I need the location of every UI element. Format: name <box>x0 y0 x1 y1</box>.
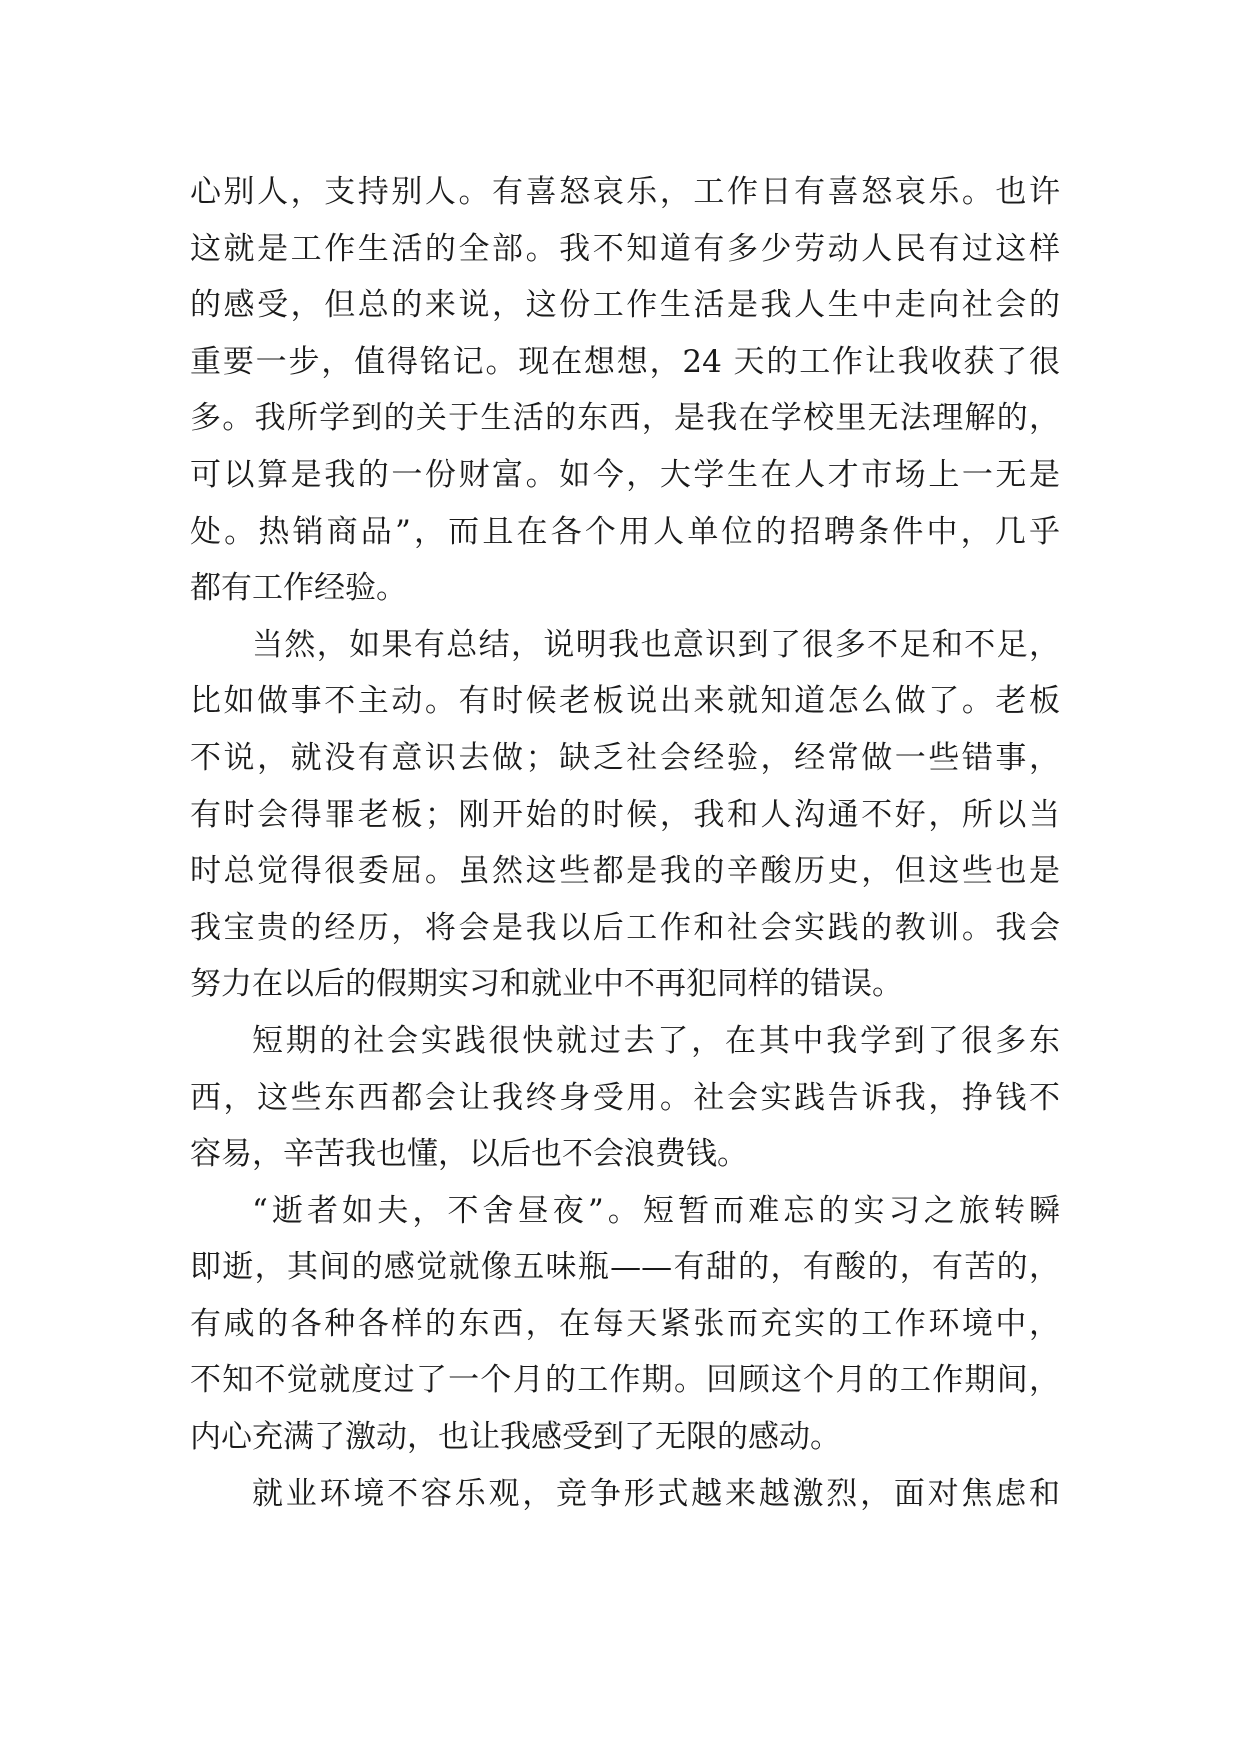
text-line: 时总觉得很委屈。虽然这些都是我的辛酸历史，但这些也是 <box>190 853 1060 890</box>
text-line: 不知不觉就度过了一个月的工作期。回顾这个月的工作期间， <box>190 1362 1060 1399</box>
text-line: 内心充满了激动，也让我感受到了无限的感动。 <box>190 1419 841 1456</box>
text-line: 比如做事不主动。有时候老板说出来就知道怎么做了。老板 <box>190 683 1060 720</box>
text-line: “逝者如夫，不舍昼夜”。短暂而难忘的实习之旅转瞬 <box>252 1192 1060 1229</box>
text-line: 西，这些东西都会让我终身受用。社会实践告诉我，挣钱不 <box>190 1079 1060 1116</box>
text-line: 多。我所学到的关于生活的东西，是我在学校里无法理解的， <box>190 400 1060 437</box>
text-line: 这就是工作生活的全部。我不知道有多少劳动人民有过这样 <box>190 230 1060 267</box>
text-line: 我宝贵的经历，将会是我以后工作和社会实践的教训。我会 <box>190 909 1060 946</box>
body-text <box>190 164 1060 1522</box>
text-line: 心别人，支持别人。有喜怒哀乐，工作日有喜怒哀乐。也许 <box>190 174 1060 210</box>
text-line: 的感受，但总的来说，这份工作生活是我人生中走向社会的 <box>190 287 1060 324</box>
text-line: 都有工作经验。 <box>190 570 407 607</box>
text-line: 即逝，其间的感觉就像五味瓶——有甜的，有酸的，有苦的， <box>190 1249 1060 1286</box>
text-line: 有咸的各种各样的东西，在每天紧张而充实的工作环境中， <box>190 1305 1060 1342</box>
text-line: 不说，就没有意识去做；缺乏社会经验，经常做一些错事， <box>190 739 1060 776</box>
text-line: 就业环境不容乐观，竞争形式越来越激烈，面对焦虑和 <box>252 1475 1060 1512</box>
text-line: 短期的社会实践很快就过去了，在其中我学到了很多东 <box>252 1022 1060 1059</box>
text-line: 容易，辛苦我也懂，以后也不会浪费钱。 <box>190 1136 748 1173</box>
text-line: 处。热销商品”，而且在各个用人单位的招聘条件中，几乎 <box>190 513 1060 550</box>
text-line: 可以算是我的一份财富。如今，大学生在人才市场上一无是 <box>190 456 1060 493</box>
text-line: 有时会得罪老板；刚开始的时候，我和人沟通不好，所以当 <box>190 796 1060 833</box>
text-line: 重要一步，值得铭记。现在想想，24 天的工作让我收获了很 <box>190 343 1060 380</box>
text-line: 努力在以后的假期实习和就业中不再犯同样的错误。 <box>190 966 903 1003</box>
text-line: 当然，如果有总结，说明我也意识到了很多不足和不足， <box>252 626 1060 663</box>
